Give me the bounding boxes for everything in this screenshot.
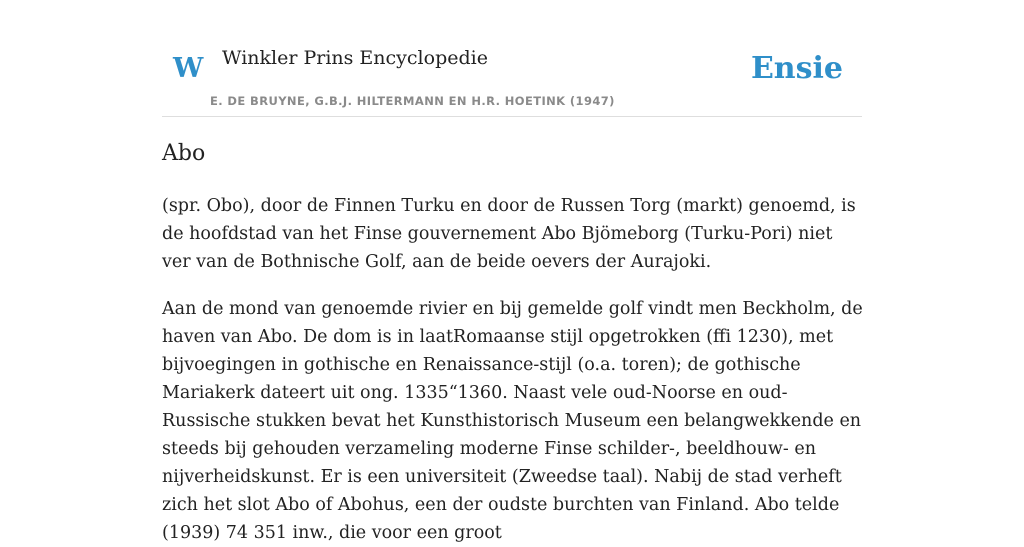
authors-subtitle: E. DE BRUYNE, G.B.J. HILTERMANN EN H.R. HOETINK (1947) bbox=[210, 94, 615, 108]
article-paragraph-2: Aan de mond van genoemde rivier en bij gemelde golf vindt men Beckholm, de haven van Abo. De dom is in laatRomaanse stijl opgetrokken (ffi 1230), met bijvoegingen in gothische en Renaissance-stijl (o.a. toren); de gothische Mariakerk dateert uit ong. 1335“1360. Naast vele oud-Noorse en oud-Russische stukken bevat het Kunsthistorisch Museum een belangwekkende en steeds bij gehouden verzameling moderne Finse schilder-, beeldhouw- en nijverheidskunst. Er is een universiteit (Zweedse taal). Nabij de stad verheft zich het slot Abo of Abohus, een der oudste burchten van Finland. Abo telde (1939) 74 351 inw., die voor een groot bbox=[162, 299, 863, 543]
article bbox=[162, 138, 864, 547]
site-header bbox=[162, 36, 862, 117]
ensie-brand-link[interactable]: Ensie bbox=[750, 51, 843, 86]
article-title: Abo bbox=[162, 141, 206, 166]
article-paragraph-1: (spr. Obo), door de Finnen Turku en door de Russen Torg (markt) genoemd, is de hoofdstad van het Finse gouvernement Abo Bjömeborg (Turku-Pori) niet ver van de Bothnische Golf, aan de beide oevers der Aurajoki. bbox=[162, 196, 856, 272]
site-title[interactable]: Winkler Prins Encyclopedie bbox=[222, 47, 488, 69]
winkler-prins-logo[interactable]: W bbox=[173, 53, 204, 84]
